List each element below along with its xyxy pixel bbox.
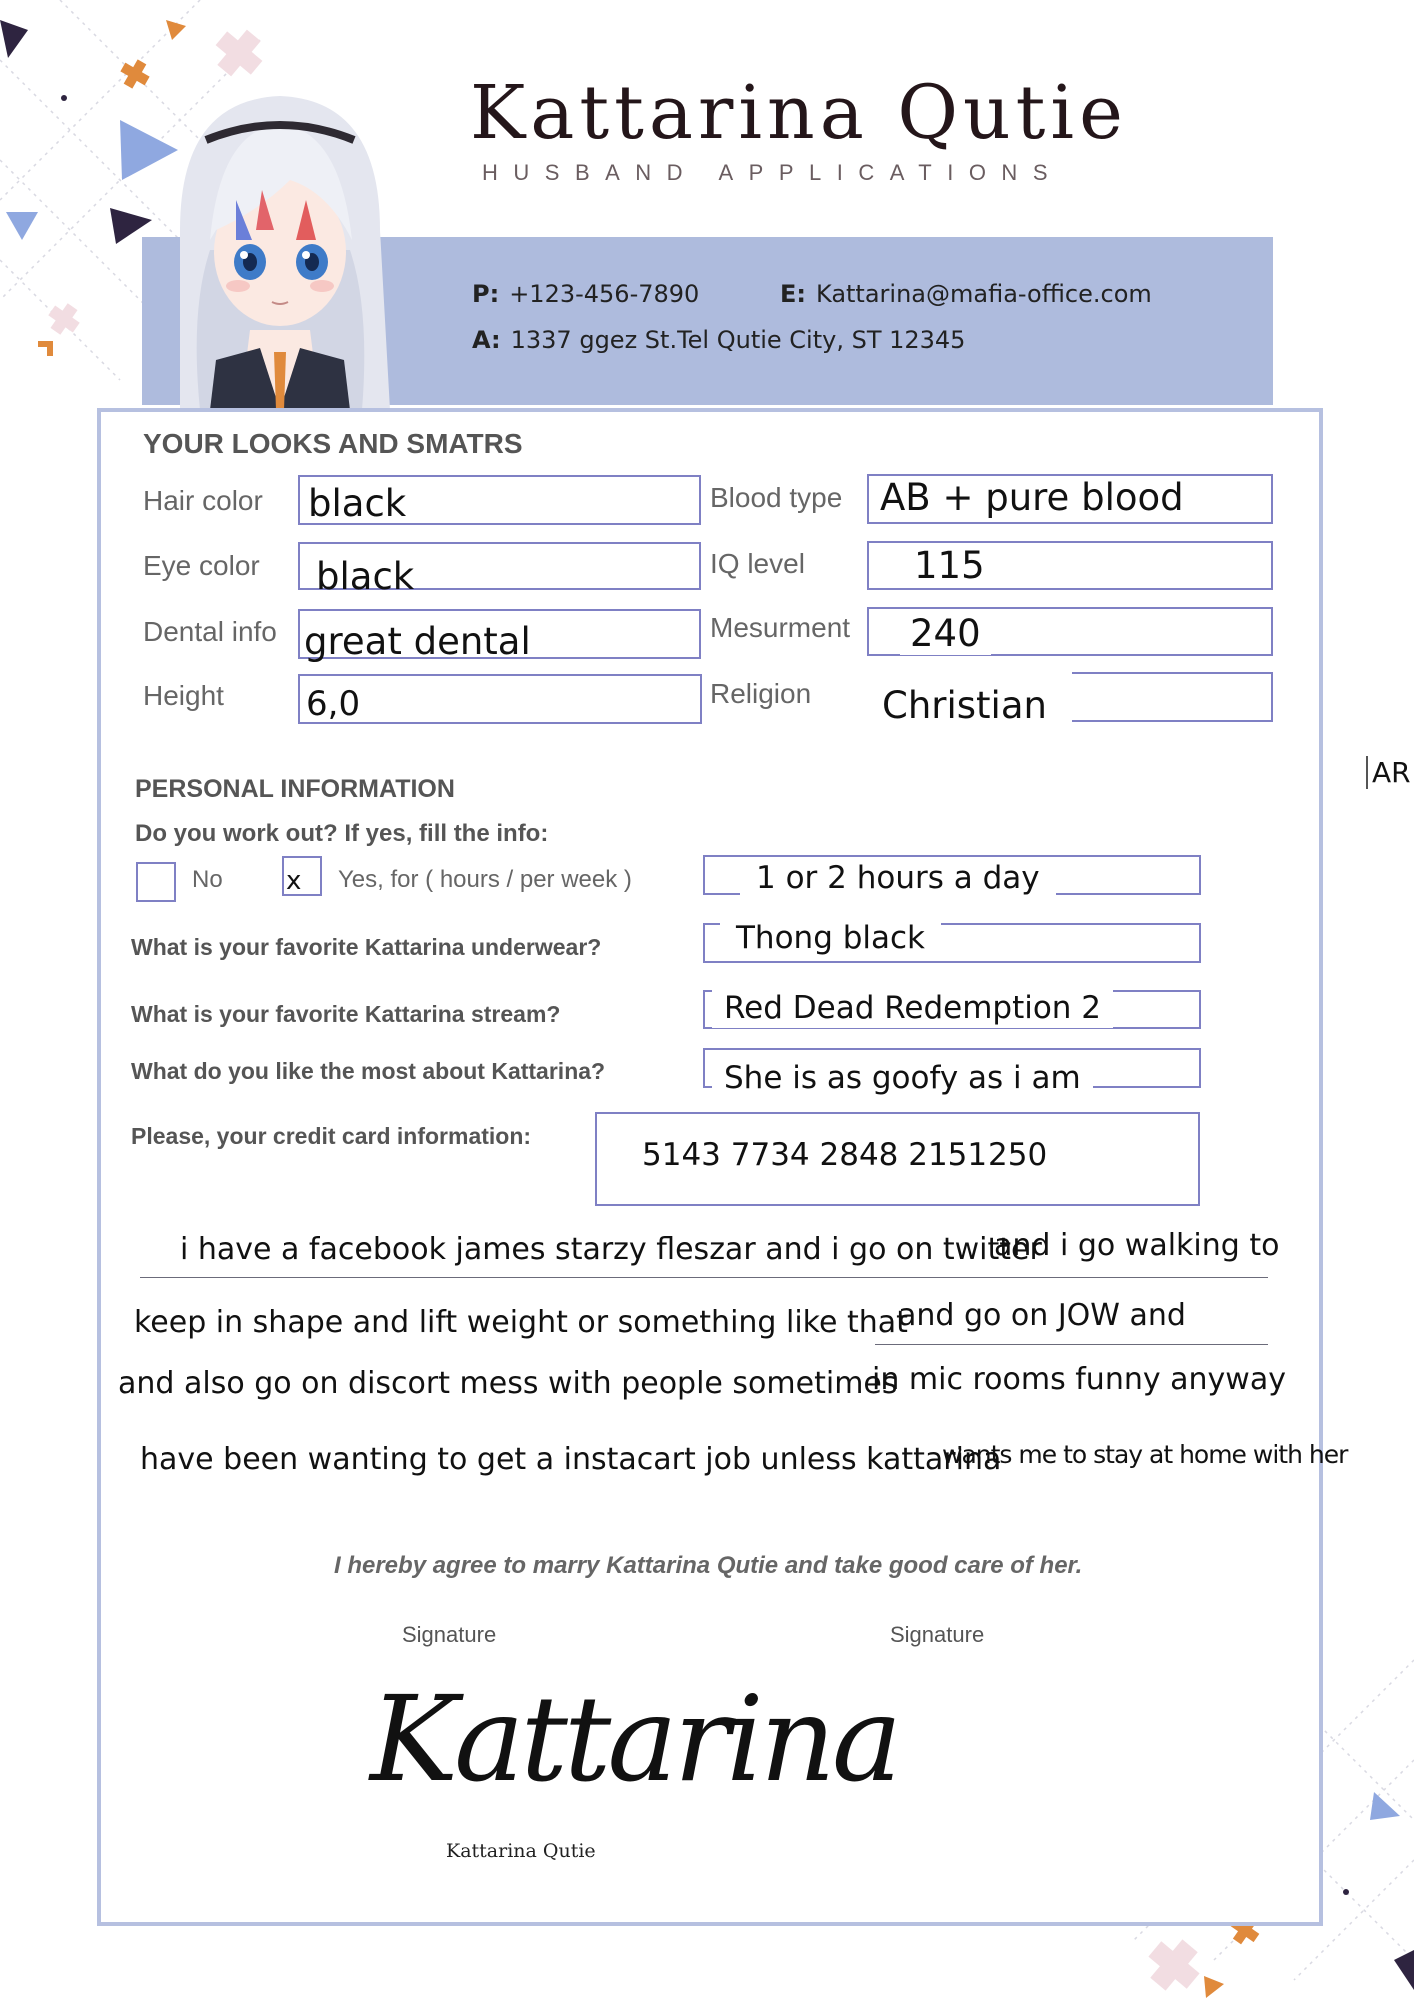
dental-value: great dental xyxy=(304,620,531,663)
underwear-answer: Thong black xyxy=(720,918,941,958)
phone-label: P: xyxy=(472,280,500,308)
religion-label: Religion xyxy=(710,678,812,709)
workout-answer: 1 or 2 hours a day xyxy=(740,858,1056,898)
height-label: Height xyxy=(143,680,224,711)
underwear-question: What is your favorite Kattarina underwear? xyxy=(131,934,602,960)
iq-label: IQ level xyxy=(710,548,805,579)
signature-label-right: Signature xyxy=(890,1622,985,1647)
blood-type-value: AB + pure blood xyxy=(880,476,1194,519)
credit-card-cvv: 250 xyxy=(988,1137,1048,1173)
workout-yes-label: Yes, for ( hours / per week ) xyxy=(338,866,632,893)
iq-value: 115 xyxy=(914,544,995,587)
like-question: What do you like the most about Kattarina? xyxy=(131,1058,606,1084)
measurement-value: 240 xyxy=(900,612,991,655)
note-text-2: and i go walking to xyxy=(994,1228,1280,1263)
email-value: Kattarina@mafia-office.com xyxy=(816,280,1152,308)
contact-address xyxy=(472,326,965,354)
note-text-1: i have a facebook james starzy fleszar and i go on twitter xyxy=(180,1232,1042,1267)
signature-script: Kattarina xyxy=(370,1670,899,1808)
blood-type-label: Blood type xyxy=(710,482,843,513)
page-title: Kattarina Qutie xyxy=(470,70,1128,156)
personal-section-title: PERSONAL INFORMATION xyxy=(135,775,455,803)
religion-value: Christian xyxy=(882,684,1047,727)
signature-printed-name: Kattarina Qutie xyxy=(446,1840,596,1862)
page-subtitle: HUSBAND APPLICATIONS xyxy=(482,160,1063,185)
note-line-1 xyxy=(140,1277,1268,1278)
phone-value: +123-456-7890 xyxy=(509,280,700,308)
workout-no-checkbox[interactable] xyxy=(136,862,176,902)
stray-text: AR xyxy=(1366,756,1411,789)
workout-question: Do you work out? If yes, fill the info: xyxy=(135,820,549,847)
note-text-6: in mic rooms funny anyway xyxy=(872,1362,1286,1397)
agreement-text: I hereby agree to marry Kattarina Qutie and take good care of her. xyxy=(334,1552,1083,1579)
height-value: 6,0 xyxy=(306,684,361,724)
note-text-3: keep in shape and lift weight or something like that xyxy=(134,1305,908,1340)
workout-yes-mark: x xyxy=(286,866,302,896)
note-text-8: wants me to stay at home with her xyxy=(942,1440,1348,1469)
anime-avatar-illustration xyxy=(140,80,410,410)
credit-question: Please, your credit card information: xyxy=(131,1123,532,1149)
looks-section-title: YOUR LOOKS AND SMATRS xyxy=(143,428,523,459)
note-line-2 xyxy=(875,1344,1268,1345)
like-answer: She is as goofy as i am xyxy=(712,1058,1093,1098)
hair-color-value: black xyxy=(308,482,407,525)
stream-question: What is your favorite Kattarina stream? xyxy=(131,1001,561,1027)
credit-card-number: 5143 7734 2848 2151 xyxy=(642,1137,988,1173)
contact-phone xyxy=(472,280,699,308)
address-label: A: xyxy=(472,326,501,354)
contact-email xyxy=(780,280,1152,308)
note-text-7: have been wanting to get a instacart job unless kattarina xyxy=(140,1442,1002,1477)
note-text-4: and go on JOW and xyxy=(898,1298,1186,1333)
note-text-5: and also go on discort mess with people sometimes xyxy=(118,1366,898,1401)
address-value: 1337 ggez St.Tel Qutie City, ST 12345 xyxy=(510,326,966,354)
signature-label-left: Signature xyxy=(402,1622,497,1647)
religion-field[interactable] xyxy=(1072,672,1273,722)
email-label: E: xyxy=(780,280,806,308)
eye-color-label: Eye color xyxy=(143,550,260,581)
stream-answer: Red Dead Redemption 2 xyxy=(712,988,1113,1028)
measurement-label: Mesurment xyxy=(710,612,851,643)
workout-no-label: No xyxy=(192,866,223,893)
hair-color-label: Hair color xyxy=(143,485,263,516)
eye-color-value: black xyxy=(316,555,415,598)
dental-label: Dental info xyxy=(143,616,277,647)
